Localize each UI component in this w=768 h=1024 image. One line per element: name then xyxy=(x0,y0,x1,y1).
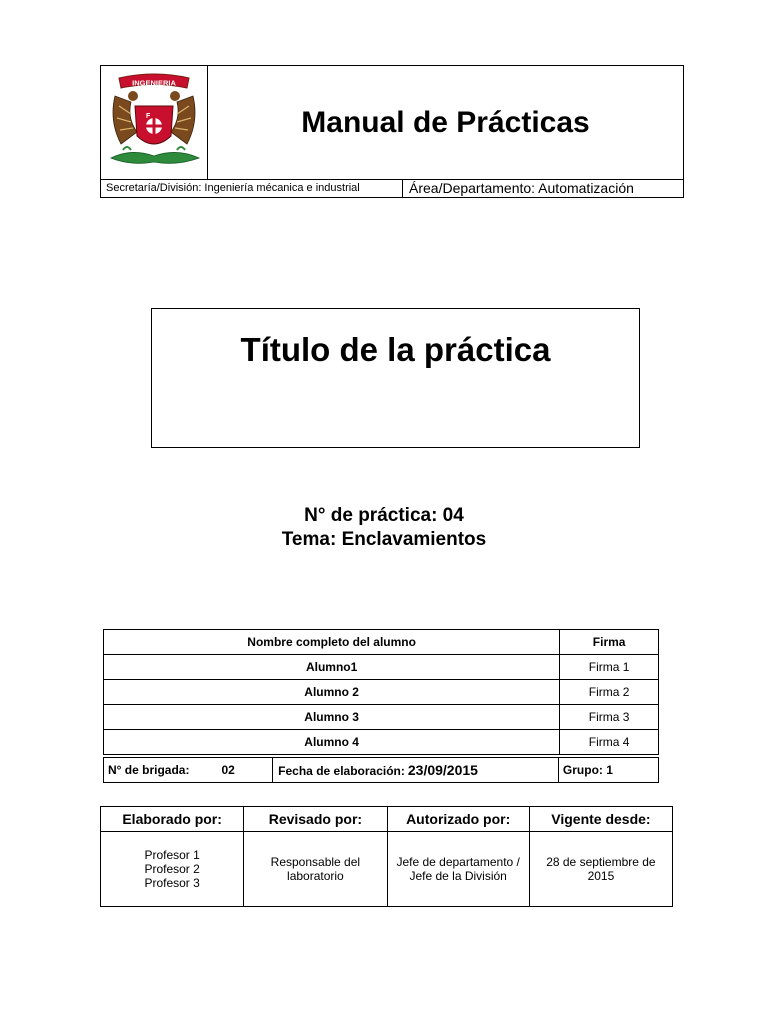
practice-info xyxy=(0,504,768,552)
svg-text:F: F xyxy=(146,113,151,120)
student-name: Alumno1 xyxy=(104,655,560,680)
brigade-value: 02 xyxy=(221,763,235,777)
student-signature: Firma 4 xyxy=(560,730,659,755)
table-row xyxy=(104,655,659,680)
elaborado-line: Profesor 2 xyxy=(144,862,200,876)
autorizado-line: Jefe de la División xyxy=(409,869,507,883)
header-subrow xyxy=(101,179,683,197)
brigade-label: N° de brigada: xyxy=(108,763,190,777)
area-departamento: Área/Departamento: Automatización xyxy=(409,180,634,196)
student-name: Alumno 4 xyxy=(104,730,560,755)
manual-title-cell xyxy=(208,66,683,179)
student-signature: Firma 1 xyxy=(560,655,659,680)
elaborado-line: Profesor 1 xyxy=(144,848,200,862)
revisado-cell xyxy=(244,832,387,907)
header-signature: Firma xyxy=(560,630,659,655)
ingenieria-logo xyxy=(101,66,207,178)
group-cell: Grupo: 1 xyxy=(558,758,658,783)
secretaria-division: Secretaría/División: Ingeniería mécanica e industrial xyxy=(101,180,403,197)
header-autorizado: Autorizado por: xyxy=(387,807,529,832)
header-vigente: Vigente desde: xyxy=(529,807,672,832)
approval-body-row xyxy=(101,832,673,907)
revisado-line: laboratorio xyxy=(287,869,344,883)
autorizado-line: Jefe de departamento / xyxy=(396,855,520,869)
students-header-row xyxy=(104,630,659,655)
manual-title: Manual de Prácticas xyxy=(301,105,590,139)
brigade-row-table xyxy=(103,757,659,783)
elaborado-line: Profesor 3 xyxy=(144,876,200,890)
logo-cell xyxy=(101,66,208,179)
header-revisado: Revisado por: xyxy=(244,807,387,832)
student-name: Alumno 3 xyxy=(104,705,560,730)
students-table xyxy=(103,629,659,755)
approval-table xyxy=(100,806,673,907)
brigade-row xyxy=(104,758,659,783)
date-cell xyxy=(273,758,559,783)
table-row xyxy=(104,705,659,730)
autorizado-cell xyxy=(387,832,529,907)
practice-title-box xyxy=(151,308,640,448)
document-header xyxy=(100,65,684,198)
table-row xyxy=(104,680,659,705)
header-student-name: Nombre completo del alumno xyxy=(104,630,560,655)
practice-number: N° de práctica: 04 xyxy=(304,505,464,526)
date-label: Fecha de elaboración: xyxy=(278,764,405,778)
vigente-line: 2015 xyxy=(587,869,615,883)
elaborado-cell xyxy=(101,832,244,907)
student-signature: Firma 3 xyxy=(560,705,659,730)
brigade-cell xyxy=(104,758,273,783)
table-row xyxy=(104,730,659,755)
vigente-cell xyxy=(529,832,672,907)
vigente-line: 28 de septiembre de xyxy=(546,855,656,869)
approval-header-row xyxy=(101,807,673,832)
practice-title: Título de la práctica xyxy=(240,331,551,368)
logo-banner-text: INGENIERIA xyxy=(132,78,176,88)
revisado-line: Responsable del xyxy=(270,855,361,869)
student-signature: Firma 2 xyxy=(560,680,659,705)
practice-topic: Tema: Enclavamientos xyxy=(281,529,487,550)
student-name: Alumno 2 xyxy=(104,680,560,705)
date-value: 23/09/2015 xyxy=(407,762,478,778)
header-elaborado: Elaborado por: xyxy=(101,807,244,832)
